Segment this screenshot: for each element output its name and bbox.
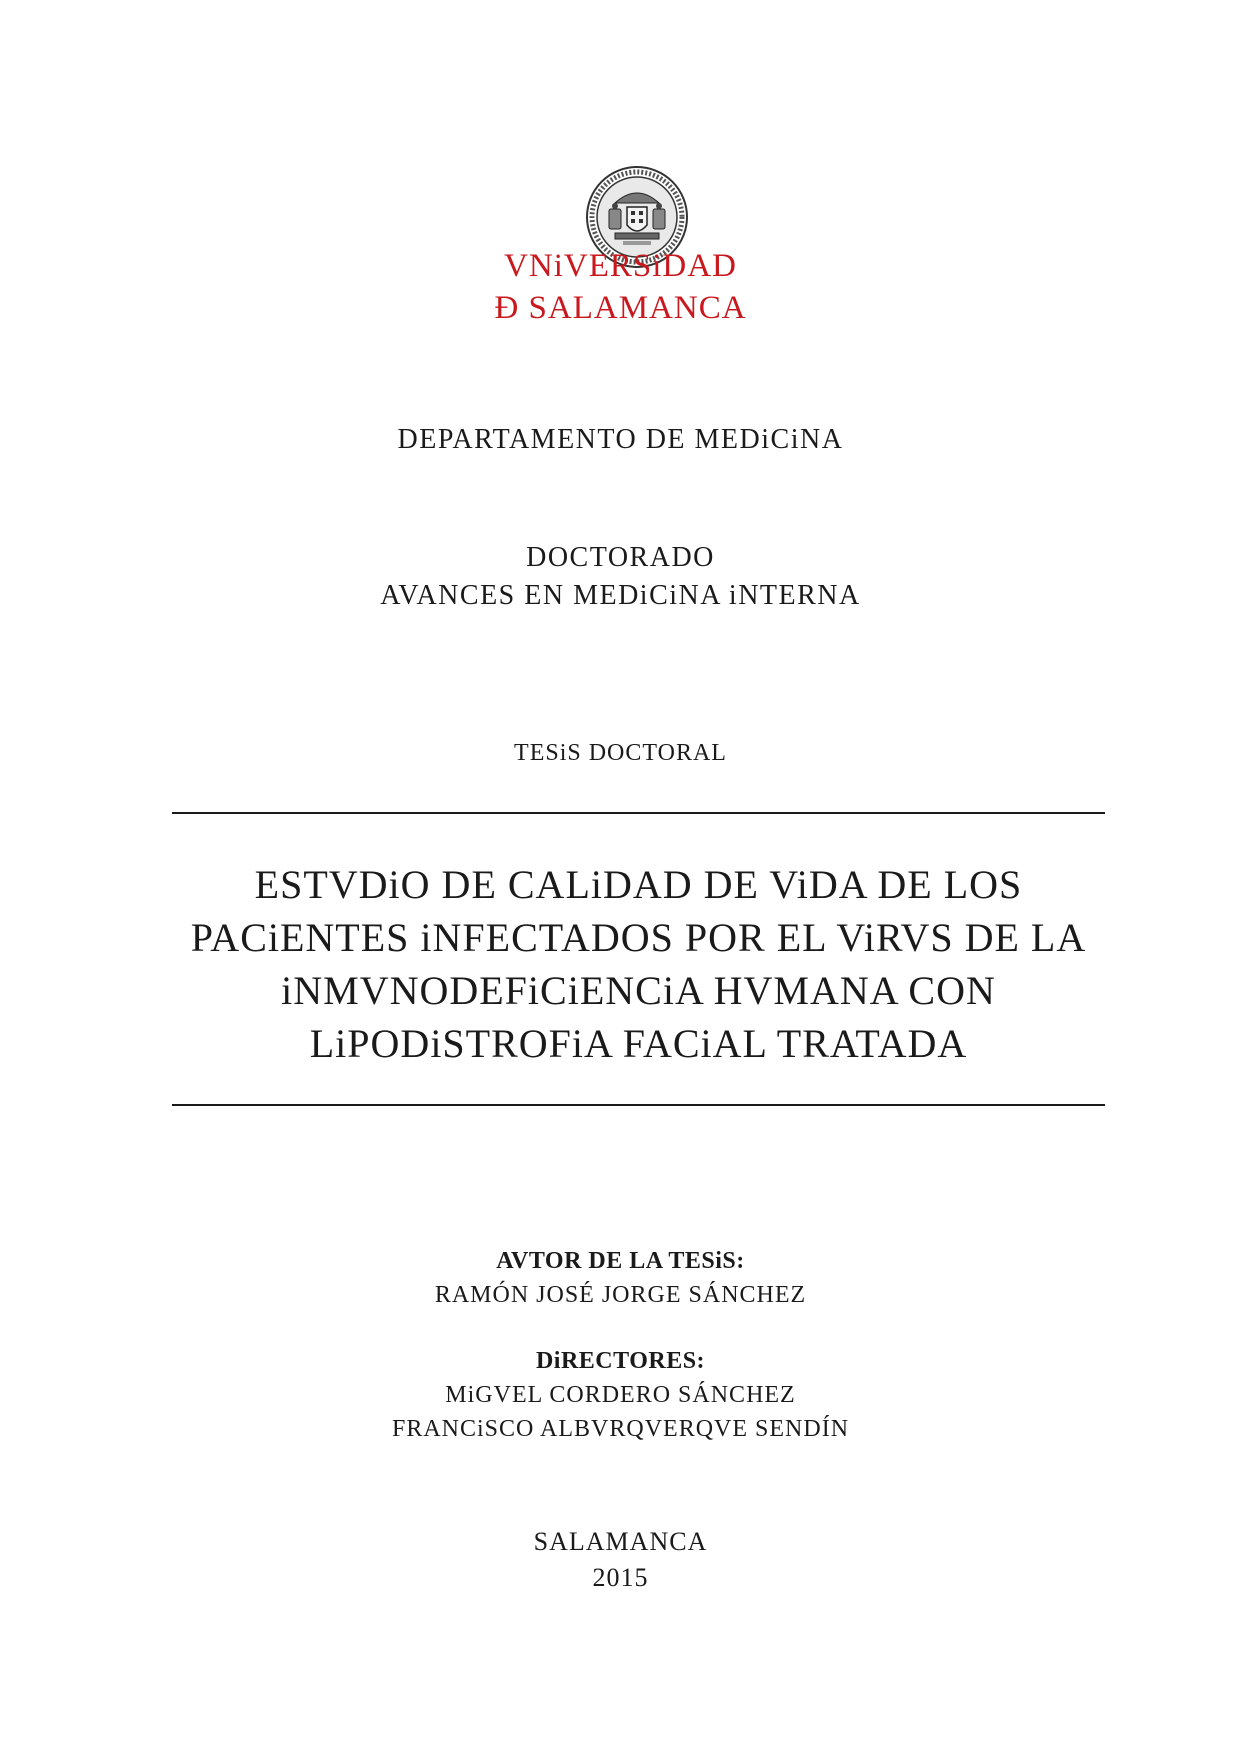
director-name: MiGVEL CORDERO SÁNCHEZ (445, 1382, 796, 1408)
department-name: DEPARTAMENTO DE MEDiCiNA (397, 424, 844, 455)
directors-label: DiRECTORES: (535, 1348, 706, 1374)
author-label: AVTOR DE LA TESiS: (496, 1248, 745, 1274)
thesis-title-line: PACiENTES iNFECTADOS POR EL ViRVS DE LA (190, 915, 1087, 960)
director-name: FRANCiSCO ALBVRQVERQVE SENDÍN (391, 1416, 850, 1442)
author-name: RAMÓN JOSÉ JORGE SÁNCHEZ (434, 1282, 807, 1308)
thesis-title (172, 858, 1105, 1070)
place: SALAMANCA (533, 1527, 708, 1556)
program-line2: AVANCES EN MEDiCiNA iNTERNA (380, 580, 861, 611)
thesis-title-line: ESTVDiO DE CALiDAD DE ViDA DE LOS (254, 862, 1023, 907)
thesis-label: TESiS DOCTORAL (514, 740, 727, 766)
title-bottom-divider (172, 1104, 1105, 1106)
thesis-title-line: LiPODiSTROFiA FACiAL TRATADA (309, 1021, 968, 1066)
year: 2015 (592, 1563, 649, 1592)
university-name-line2: Ð SALAMANCA (494, 290, 747, 326)
thesis-title-line: iNMVNODEFiCiENCiA HVMANA CON (281, 968, 996, 1013)
program-line1: DOCTORADO (526, 542, 715, 573)
title-top-divider (172, 812, 1105, 814)
university-name-line1: VNiVERSiDAD (504, 248, 737, 284)
